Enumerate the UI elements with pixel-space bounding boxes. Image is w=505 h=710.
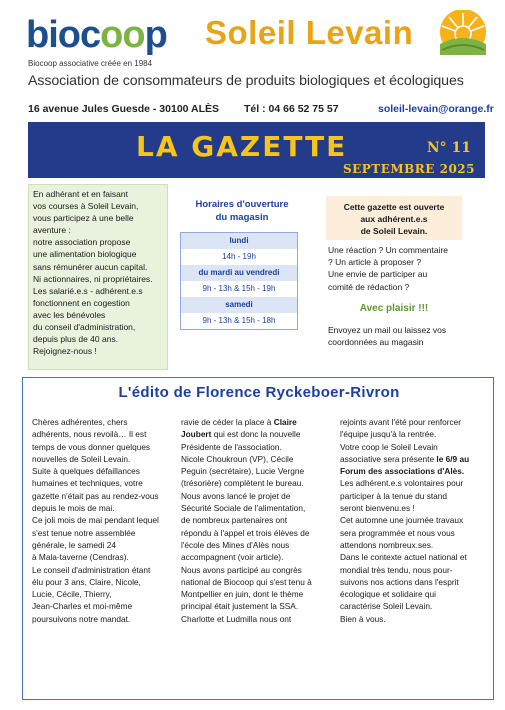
edito-bold-forum: Forum des associations d'Alès. [340, 466, 465, 477]
edito-title: L'édito de Florence Ryckeboer-Rivron [118, 384, 400, 401]
edito-line: mondial très tendu, nous pour- [340, 564, 453, 575]
intro-line: une alimentation biologique [33, 249, 137, 260]
intro-line: aventure : [33, 225, 71, 236]
store-address: 16 avenue Jules Guesde - 30100 ALÈS [28, 103, 220, 115]
edito-line: Suite à quelques défaillances [32, 466, 140, 477]
edito-line: humaines et techniques, votre [32, 478, 143, 489]
edito-line: Lucie, Cécile, Thierry, [32, 589, 112, 600]
edito-line: gazette n'était pas au rendez-vous [32, 490, 159, 501]
edito-line: l'équipe jusqu'à la rentrée. [340, 429, 437, 440]
contact-invitation-text [328, 244, 468, 293]
intro-line: sans rémunérer aucun capital. [33, 261, 148, 272]
edito-line: participer à la tenue du stand [340, 490, 448, 501]
contact-line: comité de rédaction ? [328, 281, 410, 292]
logo-text-part3: p [144, 14, 167, 56]
edito-column-3-part-a [340, 416, 486, 453]
edito-line: Nicole Choukroun (VP), Cécile [181, 453, 294, 464]
hours-value: 14h - 19h [181, 249, 297, 265]
edito-column-2 [181, 416, 326, 625]
edito-column-3 [340, 416, 486, 625]
intro-box [28, 184, 168, 370]
edito-line-part: qui est donc la nouvelle [211, 429, 301, 440]
edito-line-part: associative sera présente [340, 453, 437, 464]
logo-text-part2: oo [100, 14, 145, 56]
sun-logo-icon [438, 10, 488, 60]
edito-line: sera programmée et nous vous [340, 527, 455, 538]
contact-line: Une envie de participer au [328, 269, 428, 280]
edito-line: national de Biocoop qui s'est tenu à [181, 576, 312, 587]
biocoop-logo [26, 14, 167, 56]
logo-text-part1: bioc [26, 14, 101, 56]
edito-column-2-rest [181, 441, 326, 625]
issue-number: N° 11 [426, 140, 471, 156]
gazette-title: LA GAZETTE [136, 130, 348, 163]
gazette-banner [28, 122, 485, 178]
edito-bold-name: Claire [273, 417, 297, 427]
edito-line: caractérise Soleil Levain. [340, 601, 433, 612]
store-phone: Tél : 04 66 52 75 57 [244, 103, 339, 115]
open-gazette-title [326, 196, 462, 237]
edito-column-3-part-c [340, 477, 486, 625]
send-mail-line1: Envoyez un mail ou laissez vos [328, 325, 447, 335]
edito-line: nouvelles de Soleil Levain. [32, 453, 131, 464]
edito-line [181, 416, 326, 428]
edito-bold-name: Joubert [181, 429, 212, 440]
edito-line: seront bienvenu.es ! [340, 503, 415, 514]
store-email-link[interactable]: soleil-levain@orange.fr [378, 103, 494, 115]
send-mail-line2: coordonnées au magasin [328, 337, 424, 348]
edito-line: rejoints avant l'été pour renforcer [340, 417, 462, 427]
edito-line: s'est tenue notre assemblée [32, 527, 136, 538]
opening-hours-table [180, 232, 298, 330]
edito-line: Bien à vous. [340, 613, 386, 624]
association-description: Association de consommateurs de produits biologiques et écologiques [28, 73, 464, 89]
edito-line: Cet automne une journée travaux [340, 515, 464, 526]
edito-line: Sécurité Sociale de l'alimentation, [181, 503, 306, 514]
edito-line: Nous avons participé au congrès [181, 564, 302, 575]
edito-line: Les adhérent.e.s volontaires pour [340, 478, 464, 489]
intro-line: depuis plus de 40 ans. [33, 334, 119, 345]
edito-line: poursuivons notre mandat. [32, 613, 131, 624]
edito-line-part: ravie de céder la place à [181, 417, 274, 427]
edito-bold-date: le 6/9 au [436, 453, 470, 464]
edito-line: Nous avons lancé le projet de [181, 490, 291, 501]
contact-line: ? Un article à proposer ? [328, 257, 422, 268]
edito-line: temps de vous donner quelques [32, 441, 151, 452]
intro-line: vos courses à Soleil Levain, [33, 201, 139, 212]
edito-line: écologique et solidaire qui [340, 589, 436, 600]
open-gazette-line2: aux adhérent.e.s [360, 214, 428, 224]
edito-line: Charlotte et Ludmilla nous ont [181, 613, 292, 624]
edito-column-1 [32, 416, 172, 625]
hours-day-label: samedi [181, 297, 297, 313]
opening-hours-title-line2: du magasin [215, 212, 269, 223]
edito-line: Dans le contexte actuel national et [340, 552, 467, 563]
hours-day-label: lundi [181, 233, 297, 249]
intro-line: fonctionnent en cogestion [33, 297, 130, 308]
edito-line: l'école des Mines d'Alès nous [181, 539, 290, 550]
edito-line: Ce joli mois de mai pendant lequel [32, 515, 159, 526]
edito-line: Le conseil d'administration étant [32, 564, 151, 575]
intro-text [33, 188, 163, 357]
edito-section [22, 377, 494, 700]
edito-line [340, 453, 486, 465]
edito-line: depuis le mois de mai. [32, 503, 115, 514]
open-gazette-line3: de Soleil Levain. [360, 226, 428, 236]
edito-line: élu pour 3 ans, Claire, Nicole, [32, 576, 141, 587]
intro-line: Ni actionnaires, ni propriétaires. [33, 273, 153, 284]
edito-line: générale, le samedi 24 [32, 539, 116, 550]
edito-line: Présidente de l'association. [181, 441, 282, 452]
intro-line: En adhérant et en faisant [33, 189, 128, 199]
page-header [0, 0, 505, 125]
edito-line: attendons nombreux.ses. [340, 539, 434, 550]
opening-hours-title [182, 198, 302, 224]
intro-line: Rejoignez-nous ! [33, 346, 97, 357]
edito-line: Peguin (secrétaire), Lucie Vergne [181, 466, 305, 477]
edito-line: à Mala-taverne (Cendras). [32, 552, 129, 563]
opening-hours-title-line1: Horaires d'ouverture [195, 199, 289, 210]
edito-line: Chères adhérentes, chers [32, 417, 128, 427]
hours-day-label: du mardi au vendredi [181, 265, 297, 281]
intro-line: Les salarié.e.s - adhérent.e.s [33, 285, 143, 296]
edito-line: de nombreux partenaires ont [181, 515, 288, 526]
hours-value: 9h - 13h & 15h - 18h [181, 313, 297, 329]
edito-line: (trésorière) complètent le bureau. [181, 478, 304, 489]
edito-line: Votre coop le Soleil Levain [340, 441, 438, 452]
edito-line: Jean-Charles et moi-même [32, 601, 133, 612]
intro-line: du conseil d'administration, [33, 322, 136, 333]
store-title: Soleil Levain [205, 14, 414, 51]
edito-line [181, 428, 326, 440]
contact-line: Une réaction ? Un commentaire [328, 245, 449, 255]
hours-value: 9h - 13h & 15h - 19h [181, 281, 297, 297]
issue-date: SEPTEMBRE 2025 [342, 162, 475, 176]
edito-line: principal était justement la SSA. [181, 601, 299, 612]
logo-tagline: Biocoop associative créée en 1984 [28, 59, 153, 68]
edito-line: adhérents, nous revoilà… Il est [32, 429, 147, 440]
edito-line: répondu à l'appel et trois élèves de [181, 527, 310, 538]
intro-line: notre association propose [33, 237, 131, 248]
edito-line: accompagnent (voir article). [181, 552, 284, 563]
avec-plaisir-text: Avec plaisir !!! [359, 303, 429, 314]
send-mail-text [328, 324, 468, 348]
intro-line: vous participez à une belle [33, 213, 134, 224]
intro-line: avec les bénévoles [33, 309, 106, 320]
open-gazette-line1: Cette gazette est ouverte [343, 202, 445, 212]
open-gazette-box [326, 196, 462, 240]
edito-line: Montpellier en juin, dont le thème [181, 589, 304, 600]
edito-line: suivons nos actions dans l'esprit [340, 576, 459, 587]
